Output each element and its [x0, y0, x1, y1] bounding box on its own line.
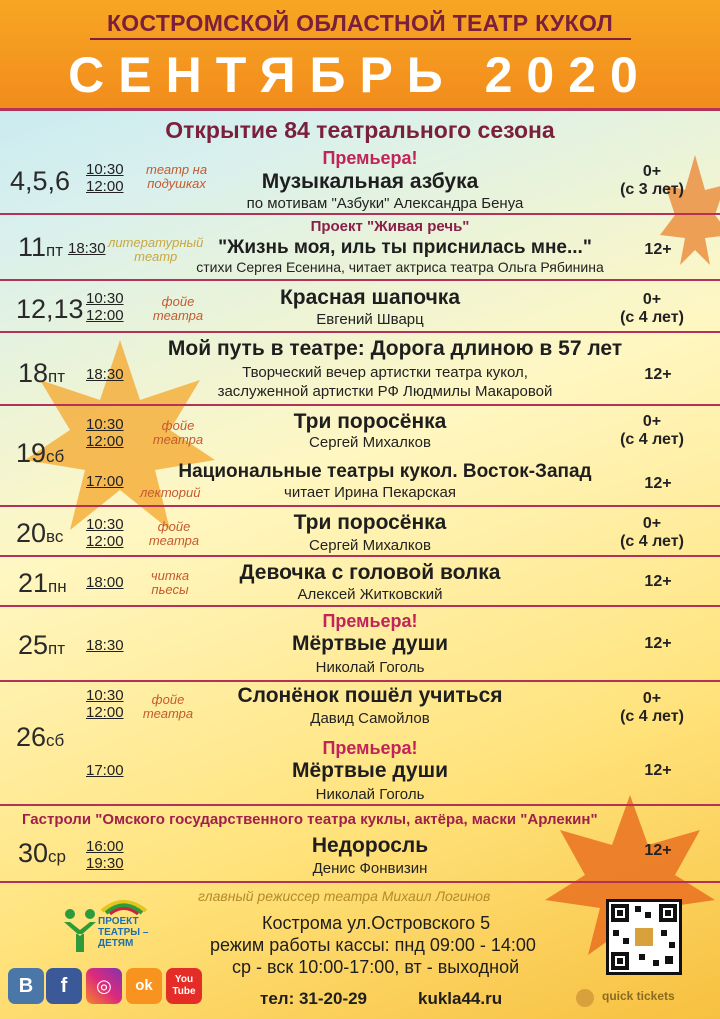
- box-office-hours: режим работы кассы: пнд 09:00 - 14:00: [210, 935, 536, 955]
- event-author: по мотивам "Азбуки" Александра Бенуа: [246, 195, 524, 212]
- event-weekday: пн: [48, 577, 67, 596]
- event-venue: фойе театра: [148, 519, 200, 548]
- row-divider: [0, 680, 720, 682]
- event-time: 12:00: [86, 433, 124, 450]
- event-time: 18:30: [86, 637, 124, 654]
- event-time: 12:00: [86, 704, 124, 721]
- title-underline: [90, 38, 631, 40]
- age-rating: 0+ (с 4 лет): [620, 413, 684, 448]
- age-rating: 12+: [644, 762, 672, 779]
- event-title: Слонёнок пошёл учиться: [237, 684, 503, 707]
- youtube-icon[interactable]: You Tube: [166, 968, 202, 1004]
- ticket-icon: [576, 989, 594, 1007]
- event-time: 18:30: [86, 366, 124, 383]
- event-time: 17:00: [86, 473, 124, 490]
- box-office-hours-2: ср - вск 10:00-17:00, вт - выходной: [232, 957, 520, 977]
- event-author: читает Ирина Пекарская: [284, 484, 456, 501]
- event-date: 12,13: [16, 294, 84, 324]
- age-rating: 0+ (с 3 лет): [620, 163, 684, 198]
- event-weekday: вс: [46, 527, 64, 546]
- flag-icon: [100, 893, 148, 915]
- event-time: 10:30: [86, 416, 124, 433]
- phone: тел: 31-20-29: [260, 989, 368, 1008]
- header-divider: [0, 108, 720, 111]
- row-divider: [0, 404, 720, 406]
- event-time: 18:00: [86, 574, 124, 591]
- theatre-name: КОСТРОМСКОЙ ОБЛАСТНОЙ ТЕАТР КУКОЛ: [106, 10, 614, 36]
- event-title: Национальные театры кукол. Восток-Запад: [178, 461, 592, 482]
- event-weekday: пт: [46, 241, 64, 260]
- quick-tickets-label[interactable]: quick tickets: [602, 989, 675, 1003]
- event-title: Мой путь в театре: Дорога длиною в 57 лет: [167, 337, 623, 360]
- event-venue: театр на подушках: [146, 162, 208, 191]
- event-author: Николай Гоголь: [315, 786, 425, 803]
- row-divider: [0, 804, 720, 806]
- month-title: СЕНТЯБРЬ 2020: [68, 47, 652, 103]
- age-rating: 0+ (с 4 лет): [620, 291, 684, 326]
- event-time: 18:30: [68, 240, 106, 257]
- row-divider: [0, 881, 720, 883]
- event-author: Николай Гоголь: [315, 659, 425, 676]
- row-divider: [0, 555, 720, 557]
- event-weekday: пт: [48, 367, 66, 386]
- vk-icon[interactable]: B: [8, 968, 44, 1004]
- event-date: [18, 568, 67, 599]
- age-rating: 12+: [644, 241, 672, 258]
- event-weekday: пт: [48, 639, 66, 658]
- qr-code[interactable]: [606, 899, 682, 975]
- row-divider: [0, 505, 720, 507]
- event-time: 10:30: [86, 161, 124, 178]
- age-rating: 0+ (с 4 лет): [620, 690, 684, 725]
- event-title: Мёртвые души: [291, 759, 449, 782]
- event-title: Мёртвые души: [291, 632, 449, 655]
- event-author: Алексей Житковский: [297, 586, 443, 603]
- row-divider: [0, 279, 720, 281]
- event-date: [18, 358, 65, 389]
- event-date: [18, 630, 65, 661]
- event-title: Красная шапочка: [279, 286, 460, 309]
- event-author: Евгений Шварц: [316, 311, 424, 328]
- project-logo-label: ПРОЕКТ ТЕАТРЫ – ДЕТЯМ: [98, 916, 149, 949]
- row-divider: [0, 213, 720, 215]
- row-divider: [0, 331, 720, 333]
- event-date: [18, 232, 63, 263]
- website-link[interactable]: kukla44.ru: [418, 989, 503, 1008]
- event-day: 18: [18, 358, 49, 388]
- event-date: [16, 518, 63, 549]
- event-weekday: сб: [46, 447, 65, 466]
- project-logo-icon: [60, 906, 100, 954]
- row-divider: [0, 605, 720, 607]
- event-venue: лекторий: [140, 485, 201, 500]
- premiere-badge: Премьера!: [322, 611, 418, 631]
- event-day: 11: [18, 232, 47, 262]
- event-weekday: ср: [48, 847, 67, 866]
- event-time: 12:00: [86, 307, 124, 324]
- event-time: 17:00: [86, 762, 124, 779]
- event-time: 10:30: [86, 687, 124, 704]
- age-rating: 12+: [644, 475, 672, 492]
- event-title: Три поросёнка: [293, 511, 447, 534]
- event-title: Три поросёнка: [293, 410, 447, 433]
- event-day: 25: [18, 630, 49, 660]
- event-venue: фойе театра: [142, 692, 194, 721]
- tour-label: Гастроли "Омского государственного театра куклы, актёра, маски "Арлекин": [22, 811, 598, 828]
- event-day: 19: [16, 438, 47, 468]
- event-author: Сергей Михалков: [309, 537, 431, 554]
- event-date: 4,5,6: [10, 166, 71, 196]
- event-date: [18, 838, 66, 869]
- event-day: 20: [16, 518, 47, 548]
- event-date: [16, 722, 64, 753]
- event-author: Творческий вечер артистки театра кукол, заслуженной артистки РФ Людмилы Макаровой: [217, 364, 553, 400]
- event-venue: читка пьесы: [150, 568, 190, 597]
- event-author: Давид Самойлов: [310, 710, 430, 727]
- premiere-badge: Премьера!: [322, 148, 418, 168]
- event-time: 16:00: [86, 838, 124, 855]
- age-rating: 12+: [644, 366, 672, 383]
- premiere-badge: Премьера!: [322, 738, 418, 758]
- event-day: 30: [18, 838, 49, 868]
- event-title: Недоросль: [311, 834, 429, 857]
- event-author: Денис Фонвизин: [312, 860, 428, 877]
- event-author: стихи Сергея Есенина, читает актриса театра Ольга Рябинина: [196, 259, 604, 275]
- event-weekday: сб: [46, 731, 65, 750]
- age-rating: 12+: [644, 635, 672, 652]
- event-time: 19:30: [86, 855, 124, 872]
- age-rating: 12+: [644, 842, 672, 859]
- event-venue: фойе театра: [152, 294, 204, 323]
- age-rating: 12+: [644, 573, 672, 590]
- instagram-icon[interactable]: ◎: [86, 968, 122, 1004]
- age-rating: 0+ (с 4 лет): [620, 515, 684, 550]
- event-title: Девочка с головой волка: [239, 561, 501, 584]
- event-day: 26: [16, 722, 47, 752]
- event-time: 12:00: [86, 533, 124, 550]
- event-time: 10:30: [86, 290, 124, 307]
- event-time: 10:30: [86, 516, 124, 533]
- event-day: 21: [18, 568, 49, 598]
- facebook-icon[interactable]: f: [46, 968, 82, 1004]
- address: Кострома ул.Островского 5: [262, 913, 491, 933]
- season-title: Открытие 84 театрального сезона: [165, 117, 555, 143]
- event-date: [16, 438, 64, 469]
- event-venue: литературный театр: [108, 235, 204, 264]
- event-title: Музыкальная азбука: [261, 170, 479, 193]
- odnoklassniki-icon[interactable]: ok: [126, 968, 162, 1004]
- project-label: Проект "Живая речь": [310, 218, 470, 235]
- event-venue: фойе театра: [152, 418, 204, 447]
- director-credit: главный режиссер театра Михаил Логинов: [198, 888, 491, 904]
- event-title: "Жизнь моя, иль ты приснилась мне...": [218, 237, 592, 258]
- event-author: Сергей Михалков: [309, 434, 431, 451]
- event-time: 12:00: [86, 178, 124, 195]
